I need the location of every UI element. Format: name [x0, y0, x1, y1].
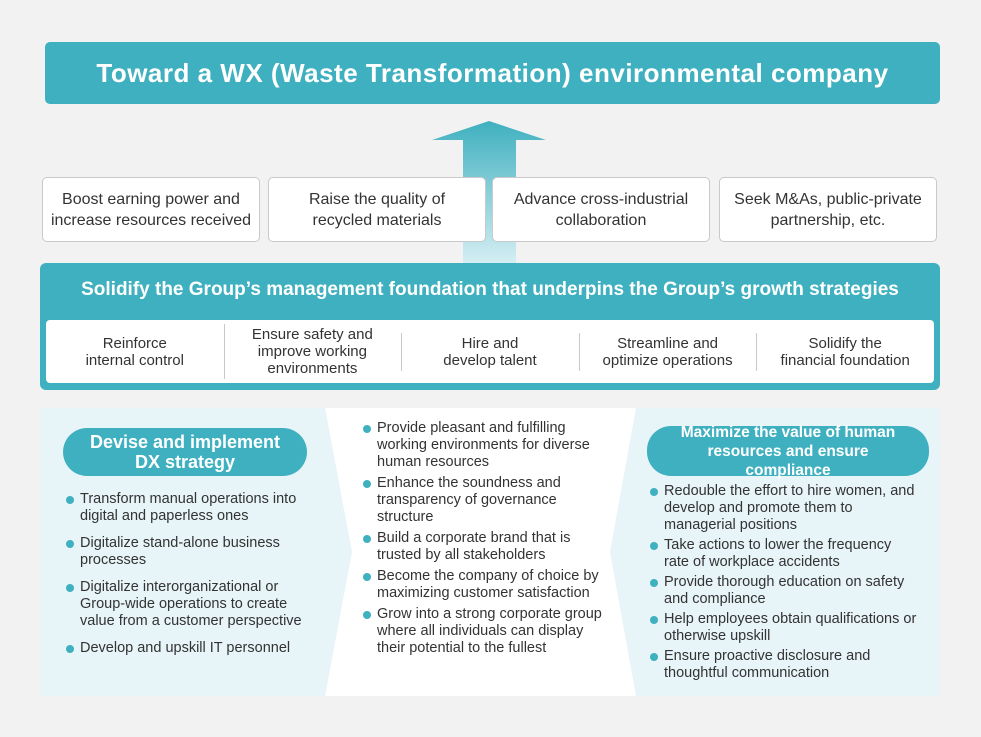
list-item: Redouble the effort to hire women, and develop and promote them to managerial positions [649, 483, 919, 534]
list-item: Transform manual operations into digital and paperless ones [65, 491, 320, 525]
list-item: Provide thorough education on safety and compliance [649, 574, 919, 608]
goal-banner: Toward a WX (Waste Transformation) environmental company [45, 42, 940, 104]
list-item: Build a corporate brand that is trusted by all stakeholders [362, 530, 602, 564]
list-item: Become the company of choice by maximizing customer satisfaction [362, 568, 602, 602]
hr-title: Maximize the value of human resources and ensure compliance [647, 426, 929, 476]
list-item: Ensure proactive disclosure and thoughtful communication [649, 648, 919, 682]
foundation-item-internal-control: Reinforce internal control [85, 334, 184, 369]
list-item: Help employees obtain qualifications or otherwise upskill [649, 611, 919, 645]
strategy-ma-partnership: Seek M&As, public-private partnership, etc. [719, 177, 937, 242]
list-item: Digitalize interorganizational or Group-wide operations to create value from a customer perspective [65, 579, 320, 630]
list-item: Take actions to lower the frequency rate of workplace accidents [649, 537, 919, 571]
strategy-recycled-quality: Raise the quality of recycled materials [268, 177, 486, 242]
list-item: Grow into a strong corporate group where all individuals can display their potential to the fullest [362, 606, 602, 657]
dx-title: Devise and implement DX strategy [63, 428, 307, 476]
foundation-item-operations: Streamline and optimize operations [579, 335, 757, 369]
foundation-item-financial: Solidify the financial foundation [756, 335, 934, 369]
dx-bullets [65, 491, 320, 657]
list-item: Digitalize stand-alone business processes [65, 535, 320, 569]
strategy-cross-industrial: Advance cross-industrial collaboration [492, 177, 710, 242]
foundation-item-talent: Hire and develop talent [401, 335, 579, 369]
list-item: Enhance the soundness and transparency of governance structure [362, 475, 602, 526]
strategy-earning-power: Boost earning power and increase resources received [42, 177, 260, 242]
foundation-title: Solidify the Group’s management foundation that underpins the Group’s growth strategies [81, 279, 899, 300]
foundation-item-safety: Ensure safety and improve working environments [224, 326, 402, 377]
center-bullets [362, 420, 602, 657]
hr-bullets [649, 483, 919, 682]
list-item: Develop and upskill IT personnel [65, 640, 320, 657]
list-item: Provide pleasant and fulfilling working environments for diverse human resources [362, 420, 602, 471]
